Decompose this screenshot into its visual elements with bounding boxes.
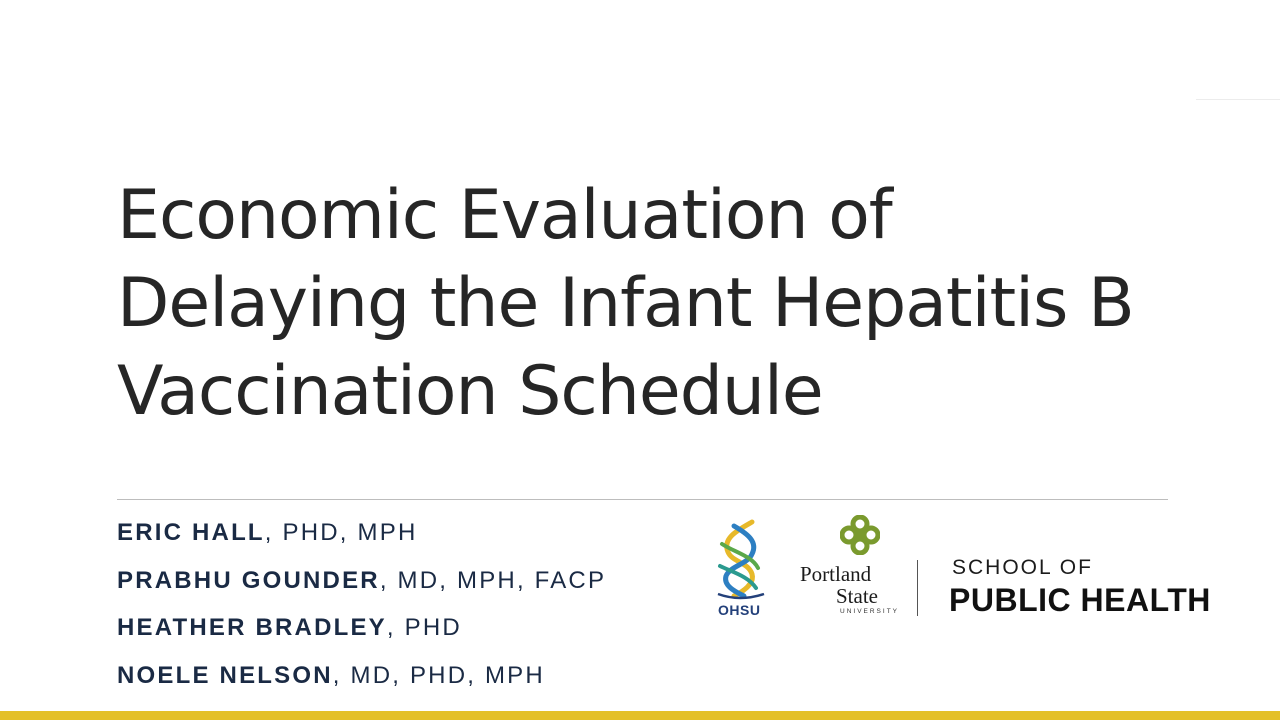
author-item xyxy=(117,516,677,564)
author-item xyxy=(117,564,677,612)
author-item xyxy=(117,659,677,707)
title-line-2: Delaying the Infant Hepatitis B xyxy=(117,264,1134,343)
psu-logo xyxy=(796,512,900,622)
author-credentials: , PHD, MPH xyxy=(264,519,418,546)
author-name: PRABHU GOUNDER xyxy=(117,566,380,594)
title-divider xyxy=(117,499,1168,500)
logo-group xyxy=(700,512,1270,622)
psu-knot-icon xyxy=(840,515,880,555)
author-credentials: , PHD xyxy=(386,614,462,641)
accent-bar xyxy=(0,711,1280,720)
author-item xyxy=(117,611,677,659)
psu-text-portland: Portland xyxy=(800,562,872,586)
public-health-text: PUBLIC HEALTH xyxy=(949,582,1211,618)
author-credentials: , MD, PHD, MPH xyxy=(332,661,545,689)
author-name: ERIC HALL xyxy=(117,519,265,546)
school-of-text: SCHOOL OF xyxy=(952,556,1093,579)
author-name: HEATHER BRADLEY xyxy=(117,614,387,641)
title-line-3: Vaccination Schedule xyxy=(117,352,823,431)
slide-title xyxy=(117,172,1217,436)
ohsu-logo xyxy=(708,516,772,620)
psu-text-state: State xyxy=(836,584,878,608)
author-name: NOELE NELSON xyxy=(117,661,333,689)
author-list xyxy=(117,516,677,706)
author-credentials: , MD, MPH, FACP xyxy=(379,566,607,594)
title-line-1: Economic Evaluation of xyxy=(117,176,892,255)
corner-rule xyxy=(1196,99,1280,100)
ohsu-helix-icon xyxy=(708,516,772,600)
logo-separator xyxy=(917,560,918,616)
ohsu-text: OHSU xyxy=(718,602,761,618)
psu-text-university: UNIVERSITY xyxy=(840,608,900,615)
